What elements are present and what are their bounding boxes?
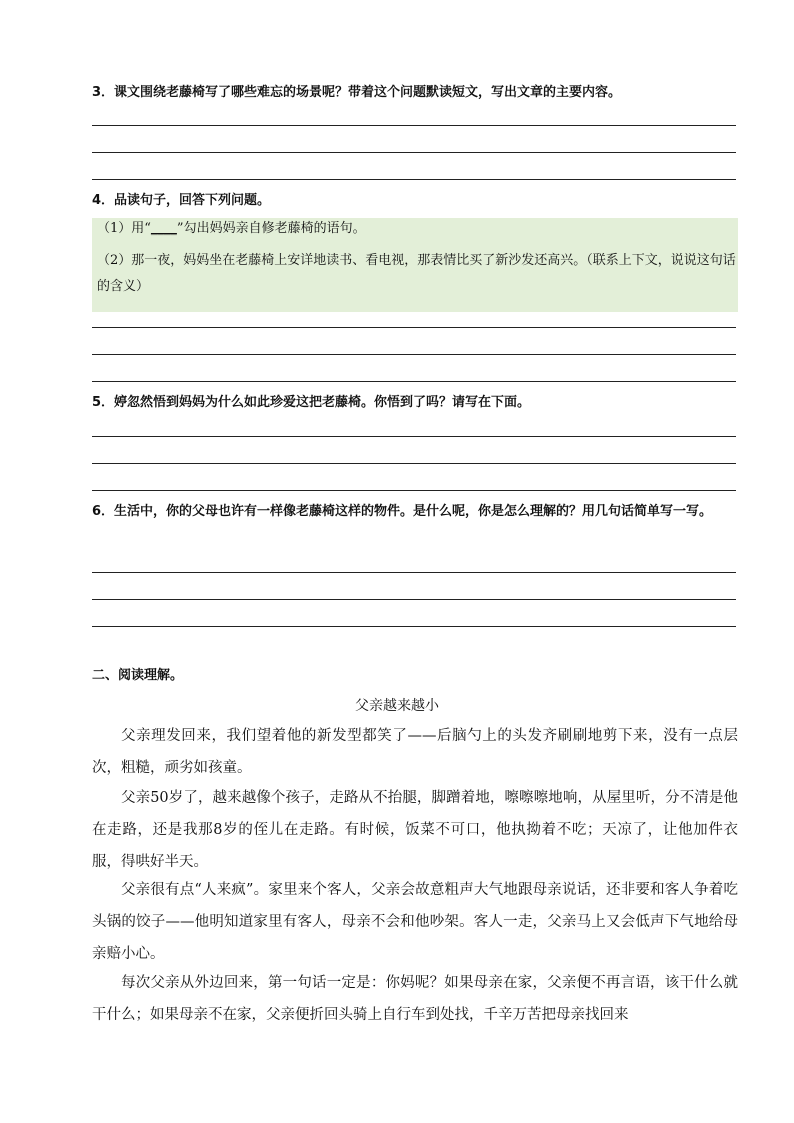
question-3: 3．课文围绕老藤椅写了哪些难忘的场景呢？带着这个问题默读短文，写出文章的主要内容。 xyxy=(92,85,622,100)
answer-line[interactable] xyxy=(92,354,736,355)
underline-blank: ____ xyxy=(150,221,177,236)
passage-paragraph: 父亲50岁了，越来越像个孩子，走路从不抬腿，脚蹭着地，嚓嚓嚓地响，从屋里听，分不清是他在走路，还是我那8岁的侄儿在走路。有时候，饭菜不可口，他执拗着不吃；天凉了，让他加件衣服，得哄好半天。 xyxy=(92,790,738,870)
question-4-sub-1 xyxy=(97,216,737,242)
section-heading: 二、阅读理解。 xyxy=(92,668,184,683)
answer-line[interactable] xyxy=(92,572,736,573)
question-4-sub-2: （2）那一夜，妈妈坐在老藤椅上安详地读书、看电视，那表情比买了新沙发还高兴。（联系上下文，说说这句话的含义） xyxy=(97,253,736,294)
answer-line[interactable] xyxy=(92,436,736,437)
answer-line[interactable] xyxy=(92,125,736,126)
question-6: 6．生活中，你的父母也许有一样像老藤椅这样的物件。是什么呢，你是怎么理解的？用几句话简单写一写。 xyxy=(92,504,713,519)
answer-line[interactable] xyxy=(92,463,736,464)
passage-paragraph: 父亲很有点“人来疯”。家里来个客人，父亲会故意粗声大气地跟母亲说话，还非要和客人争着吃头锅的饺子——他明知道家里有客人，母亲不会和他吵架。客人一走，父亲马上又会低声下气地给母亲赔小心。 xyxy=(92,882,738,962)
answer-line[interactable] xyxy=(92,327,736,328)
passage-paragraph: 父亲理发回来，我们望着他的新发型都笑了——后脑勺上的头发齐刷刷地剪下来，没有一点层次，粗糙，顽劣如孩童。 xyxy=(92,728,738,776)
answer-line[interactable] xyxy=(92,599,736,600)
passage-title: 父亲越来越小 xyxy=(355,698,439,714)
answer-line[interactable] xyxy=(92,490,736,491)
passage-paragraph: 每次父亲从外边回来，第一句话一定是：你妈呢？如果母亲在家，父亲便不再言语，该干什么就干什么；如果母亲不在家，父亲便折回头骑上自行车到处找，千辛万苦把母亲找回来 xyxy=(92,975,738,1023)
sub-1-suffix: ”勾出妈妈亲自修老藤椅的语句。 xyxy=(176,221,366,236)
answer-line[interactable] xyxy=(92,626,736,627)
question-4: 4．品读句子，回答下列问题。 xyxy=(92,193,271,208)
question-5: 5．婷忽然悟到妈妈为什么如此珍爱这把老藤椅。你悟到了吗？请写在下面。 xyxy=(92,395,531,410)
answer-line[interactable] xyxy=(92,152,736,153)
sub-1-prefix: （1）用“ xyxy=(97,221,151,236)
answer-line[interactable] xyxy=(92,381,736,382)
answer-line[interactable] xyxy=(92,179,736,180)
